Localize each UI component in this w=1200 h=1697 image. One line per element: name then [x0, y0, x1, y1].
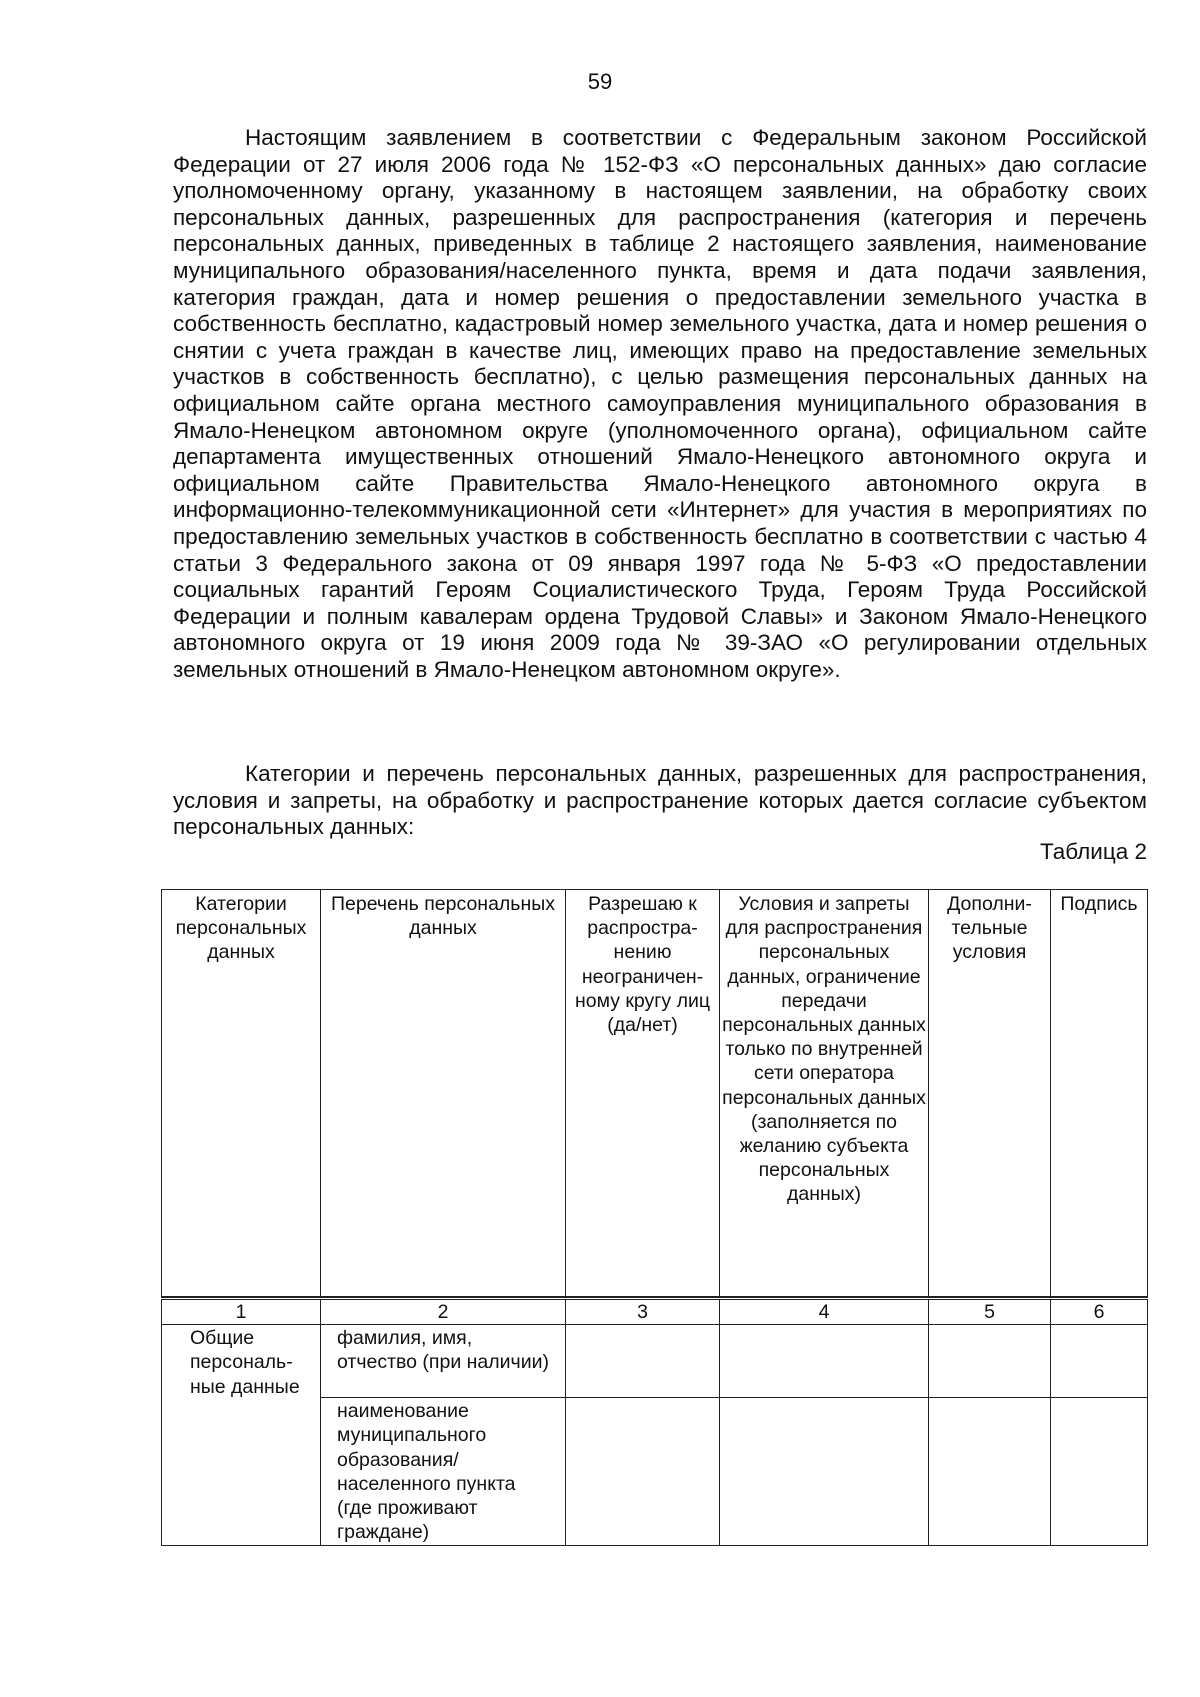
permission-cell[interactable] [566, 1325, 720, 1398]
header-signature: Подпись [1051, 890, 1148, 1297]
permission-cell[interactable] [566, 1398, 720, 1546]
table-row [162, 1325, 1148, 1398]
conditions-cell[interactable] [720, 1398, 929, 1546]
data-item-cell: наименование муниципального образования/ населенного пункта (где проживают граждане) [321, 1398, 566, 1546]
category-cell: Общие персональ-ные данные [162, 1325, 321, 1546]
data-item-cell: фамилия, имя, отчество (при наличии) [321, 1325, 566, 1398]
column-number: 4 [720, 1299, 929, 1325]
header-conditions: Условия и запреты для распространения персональных данных, ограничение передачи персональных данных только по внутренней сети оператора персональных данных (заполняется по желанию субъекта персональных данных) [720, 890, 929, 1297]
personal-data-table [161, 889, 1148, 1546]
table-header-row [162, 890, 1148, 1297]
conditions-cell[interactable] [720, 1325, 929, 1398]
categories-intro-paragraph: Категории и перечень персональных данных, разрешенных для распространения, условия и запреты, на обработку и распространение которых дается согласие субъектом персональных данных: [173, 761, 1147, 840]
header-categories: Категории персональных данных [162, 890, 321, 1297]
additional-cell[interactable] [929, 1325, 1051, 1398]
table-caption: Таблица 2 [1040, 839, 1147, 864]
signature-cell[interactable] [1051, 1398, 1148, 1546]
consent-paragraph: Настоящим заявлением в соответствии с Федеральным законом Российской Федерации от 27 июля 2006 года № 152-ФЗ «О персональных данных» даю согласие уполномоченному органу, указанному в настоящем заявлении, на обработку своих персональных данных, разрешенных для распространения (категория и перечень персональных данных, приведенных в таблице 2 настоящего заявления, наименование муниципального образования/населенного пункта, время и дата подачи заявления, категория граждан, дата и номер решения о предоставлении земельного участка в собственность бесплатно, кадастровый номер земельного участка, дата и номер решения о снятии с учета граждан в качестве лиц, имеющих право на предоставление земельных участков в собственность бесплатно), с целью размещения персональных данных на официальном сайте органа местного самоуправления муниципального образования в Ямало-Ненецком автономном округе (уполномоченного органа), официальном сайте департамента имущественных отношений Ямало-Ненецкого автономного округа и официальном сайте Правительства Ямало-Ненецкого автономного округа в информационно-телекоммуникационной сети «Интернет» для участия в мероприятиях по предоставлению земельных участков в собственность бесплатно в соответствии с частью 4 статьи 3 Федерального закона от 09 января 1997 года № 5-ФЗ «О предоставлении социальных гарантий Героям Социалистического Труда, Героям Труда Российской Федерации и полным кавалерам ордена Трудовой Славы» и Законом Ямало-Ненецкого автономного округа от 19 июня 2009 года № 39-ЗАО «О регулировании отдельных земельных отношений в Ямало-Ненецком автономном округе». [173, 125, 1147, 682]
additional-cell[interactable] [929, 1398, 1051, 1546]
column-number: 2 [321, 1299, 566, 1325]
column-number: 6 [1051, 1299, 1148, 1325]
column-number: 5 [929, 1299, 1051, 1325]
page-number: 59 [587, 69, 613, 94]
column-number-row [162, 1299, 1148, 1325]
column-number: 3 [566, 1299, 720, 1325]
header-permission: Разрешаю к распростра-нению неограничен-ному кругу лиц (да/нет) [566, 890, 720, 1297]
signature-cell[interactable] [1051, 1325, 1148, 1398]
column-number: 1 [162, 1299, 321, 1325]
header-list: Перечень персональных данных [321, 890, 566, 1297]
header-additional: Дополни-тельные условия [929, 890, 1051, 1297]
